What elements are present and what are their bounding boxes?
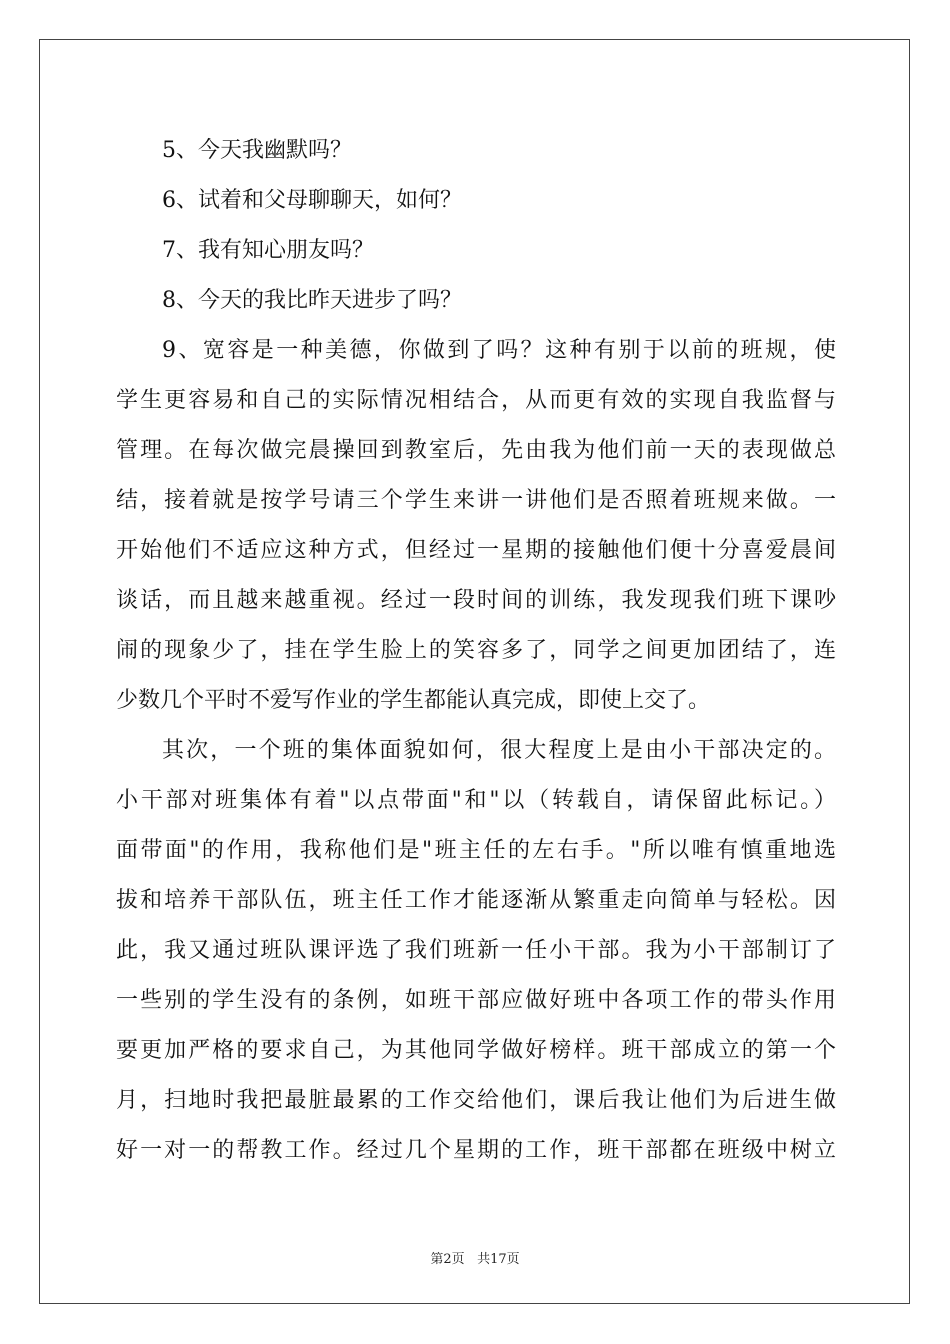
text-line: 面带面"的作用，我称他们是"班主任的左右手。"所以唯有慎重地选: [116, 838, 836, 863]
text-line: 要更加严格的要求自己，为其他同学做好榜样。班干部成立的第一个: [116, 1038, 836, 1063]
text-line: 好一对一的帮教工作。经过几个星期的工作，班干部都在班级中树立: [116, 1138, 836, 1163]
text-line: 拔和培养干部队伍，班主任工作才能逐渐从繁重走向简单与轻松。因: [116, 888, 836, 913]
text-line: 学生更容易和自己的实际情况相结合，从而更有效的实现自我监督与: [116, 388, 836, 413]
text-line: 谈话，而且越来越重视。经过一段时间的训练，我发现我们班下课吵: [116, 588, 836, 613]
text-line: 月，扫地时我把最脏最累的工作交给他们，课后我让他们为后进生做: [116, 1088, 836, 1113]
text-line: 一些别的学生没有的条例，如班干部应做好班中各项工作的带头作用: [116, 988, 836, 1013]
text-line: 此，我又通过班队课评选了我们班新一任小干部。我为小干部制订了: [116, 938, 836, 963]
text-line: 8、今天的我比昨天进步了吗？: [162, 288, 462, 313]
text-line: 少数几个平时不爱写作业的学生都能认真完成，即使上交了。: [116, 688, 711, 713]
page-number-current: 第2页: [430, 1252, 465, 1267]
text-line: 6、试着和父母聊聊天，如何？: [162, 188, 462, 213]
text-line: 管理。在每次做完晨操回到教室后，先由我为他们前一天的表现做总: [116, 438, 836, 463]
text-line: 5、今天我幽默吗？: [162, 138, 352, 163]
document-body: [116, 126, 836, 1176]
text-line: 其次，一个班的集体面貌如何，很大程度上是由小干部决定的。: [162, 738, 836, 763]
text-line: 小干部对班集体有着"以点带面"和"以（转载自，请保留此标记。）: [116, 788, 836, 813]
text-line: 结，接着就是按学号请三个学生来讲一讲他们是否照着班规来做。一: [116, 488, 836, 513]
text-line: 9、宽容是一种美德，你做到了吗？这种有别于以前的班规，使: [162, 338, 836, 363]
page-footer: [0, 1248, 950, 1267]
page-number-total: 共17页: [477, 1252, 520, 1267]
text-line: 闹的现象少了，挂在学生脸上的笑容多了，同学之间更加团结了，连: [116, 638, 836, 663]
text-line: 开始他们不适应这种方式，但经过一星期的接触他们便十分喜爱晨间: [116, 538, 836, 563]
text-line: 7、我有知心朋友吗？: [162, 238, 374, 263]
